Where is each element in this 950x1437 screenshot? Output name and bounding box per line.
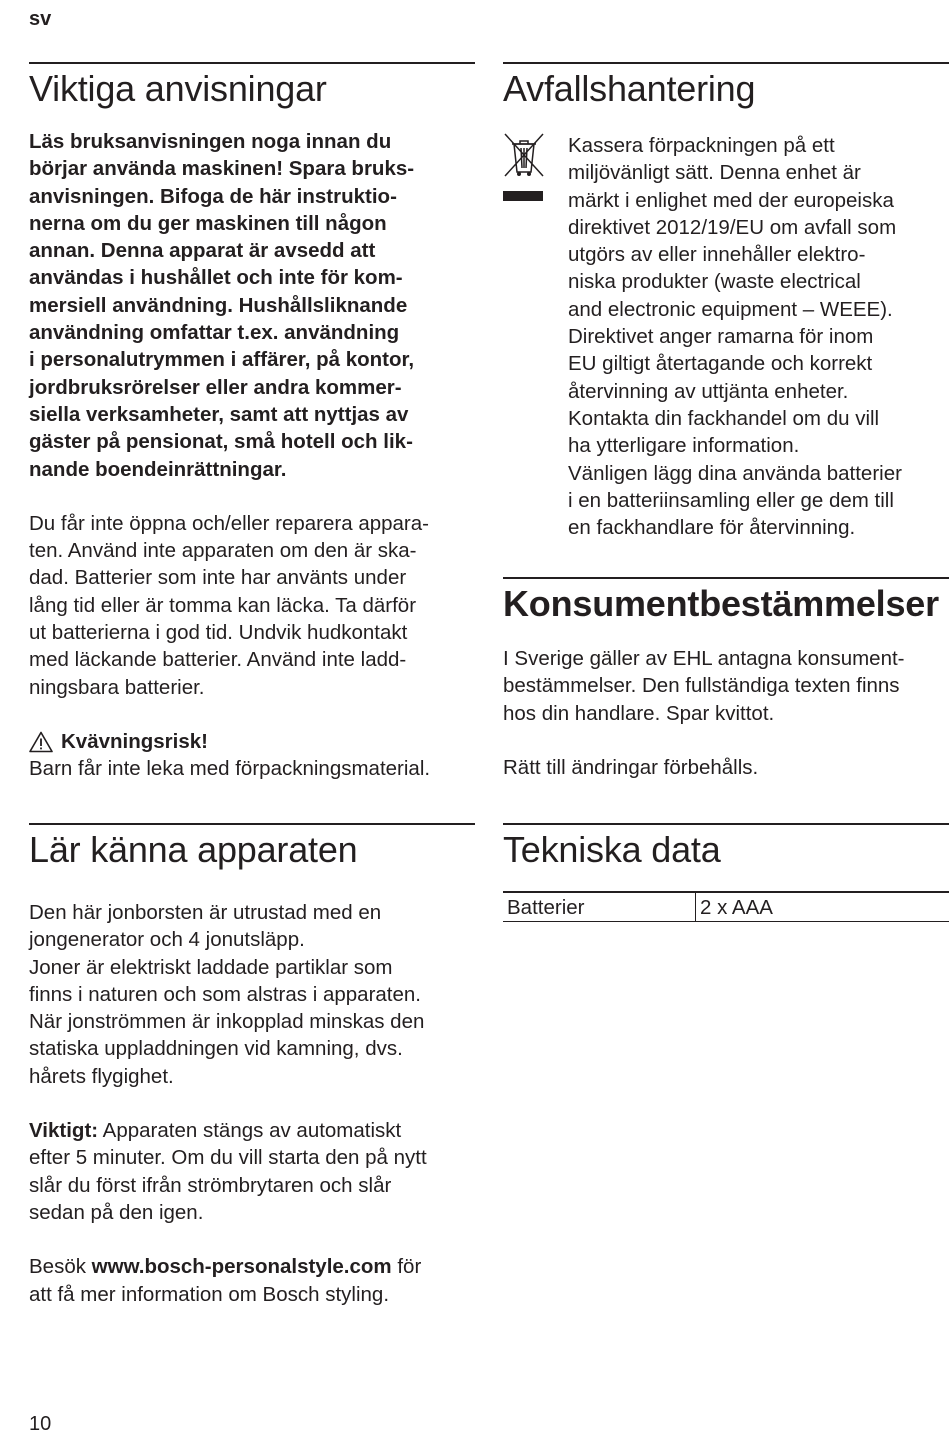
consumer-paragraph: I Sverige gäller av EHL antagna konsument- bestämmelser. Den fullständiga texten finns hos din handlare. Spar kvittot. <box>503 647 905 725</box>
page-number: 10 <box>29 1413 52 1435</box>
important-text: Apparaten stängs av automatiskt efter 5 minuter. Om du vill starta den på nytt slår du först ifrån strömbrytaren och slår sedan på den igen. <box>29 1119 427 1224</box>
visit-suffix: för att få mer information om Bosch styling. <box>29 1255 422 1306</box>
section-technical-data <box>503 823 949 922</box>
section-waste-disposal <box>503 62 949 541</box>
section-know-the-device <box>29 823 475 1308</box>
warning-triangle-icon <box>29 731 53 753</box>
table-cell-label: Batterier <box>503 892 696 922</box>
crossed-out-bin-icon <box>503 132 545 178</box>
section-title: Viktiga anvisningar <box>29 68 327 109</box>
weee-symbol <box>503 132 568 541</box>
warning-heading <box>29 728 475 755</box>
table-row <box>503 892 949 922</box>
device-description-paragraph: Den här jonborsten är utrustad med en jongenerator och 4 jonutsläpp. Joner är elektriskt laddade partiklar som finns i naturen och som alstras i apparaten. När jonströmmen är inkopplad minskas den statiska uppladdningen vid kamning, dvs. hårets flygighet. <box>29 901 425 1088</box>
important-paragraph <box>29 1117 475 1226</box>
disposal-paragraph: Kassera förpackningen på ett miljövänligt sätt. Denna enhet är märkt i enlighet med der europeiska direktivet 2012/19/EU om avfall som utgörs av eller innehåller elektro- niska produkter (waste electrical and electronic equipment – WEEE). Direktivet anger ramarna för inom EU giltigt återtagande och korrekt återvinning av uttjänta enheter. Kontakta din fackhandel om du vill ha ytterligare information. Vänligen lägg dina använda batterier i en batteriinsamling eller ge dem till en fackhandlare för återvinning. <box>568 134 902 540</box>
section-title: Avfallshantering <box>503 68 756 109</box>
section-title: Tekniska data <box>503 829 721 870</box>
changes-reserved-text: Rätt till ändringar förbehålls. <box>503 755 759 779</box>
repair-paragraph: Du får inte öppna och/eller reparera appara- ten. Använd inte apparaten om den är ska- dad. Batterier som inte har använts under lång tid eller är tomma kan läcka. Ta därför ut batterierna i god tid. Undvik hudkontakt med läckande batterier. Använd inte ladd- ningsbara batterier. <box>29 511 429 699</box>
technical-data-table <box>503 891 949 922</box>
visit-prefix: Besök <box>29 1255 92 1279</box>
table-cell-value: 2 x AAA <box>696 892 950 922</box>
intro-paragraph: Läs bruksanvisningen noga innan du börjar använda maskinen! Spara bruks- anvisningen. Bifoga de här instruktio- nerna om du ger maskinen till någon annan. Denna apparat är avsedd att användas i hushållet och inte för kom- mersiell användning. Hushållsliknande användning omfattar t.ex. användning i personalutrymmen i affärer, på kontor, jordbruksrörelser eller andra kommer- siella verksamheter, samt att nyttjas av gäster på pensionat, små hotell och lik- nande boendeinrättningar. <box>29 130 415 481</box>
visit-paragraph <box>29 1253 475 1308</box>
weee-underline-bar <box>503 191 543 201</box>
warning-title: Kvävningsrisk! <box>61 729 208 753</box>
warning-text: Barn får inte leka med förpackningsmaterial. <box>29 757 431 781</box>
section-title: Konsumentbestämmelser <box>503 583 939 624</box>
website-link[interactable]: www.bosch-personalstyle.com <box>91 1255 392 1279</box>
important-label: Viktigt: <box>29 1119 99 1143</box>
language-code: sv <box>29 8 52 30</box>
section-important-instructions <box>29 62 475 783</box>
section-title: Lär känna apparaten <box>29 829 358 870</box>
section-consumer-regulations <box>503 577 949 781</box>
